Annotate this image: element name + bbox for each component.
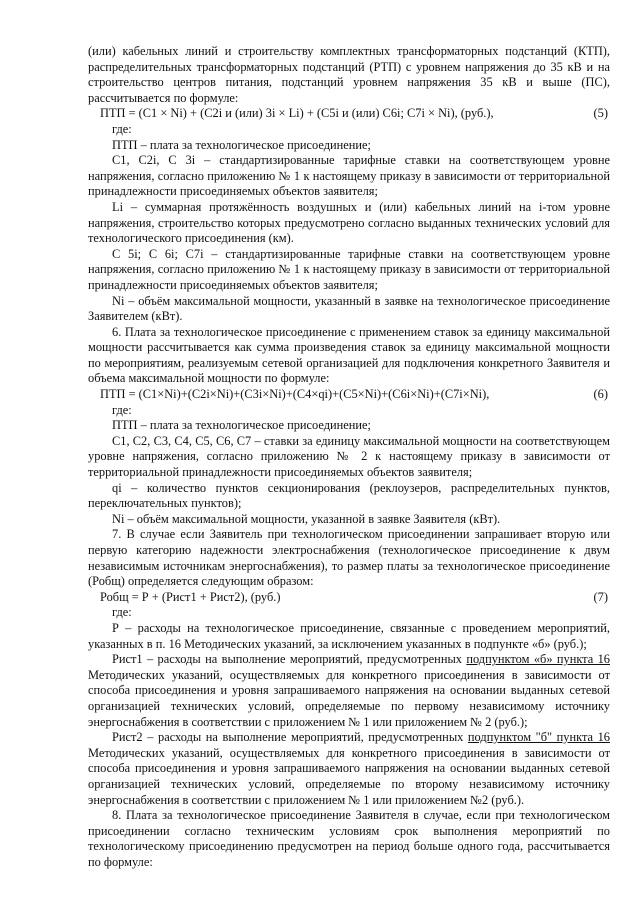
definition-ptp: ПТП – плата за технологическое присоединение; [112, 137, 371, 152]
subparagraph-b-link[interactable]: подпунктом «б» пункта 16 [466, 652, 610, 667]
definition-p-source-1-start: Рист1 – расходы на выполнение мероприятий, предусмотренных [112, 652, 467, 667]
definition-p-source-2-rest: Методических указаний, осуществляемых для конкретного присоединения в зависимости от способа присоединения и уровня запрашиваемого напряжения на основании выданных сетевой организацией технических условий, определяемые по второму независимому источнику энергоснабжения в соответствии с приложением № 1 или приложением №2 (руб.). [88, 745, 610, 807]
definition-p-source-2 [88, 730, 610, 808]
definition-c-unit-rates: С1, С2, С3, С4, С5, С6, С7 – ставки за единицу максимальной мощности на соответствующем уровне напряжения, согласно приложению № 2 к настоящему приказу в зависимости от территориальной принадлежности присоединяемых объектов заявителя; [88, 433, 610, 480]
where-label: где: [112, 402, 132, 417]
paragraph-7: 7. В случае если Заявитель при технологическом присоединении запрашивает вторую или первую категорию надежности электроснабжения (технологическое присоединение к двум независимым источникам энергоснабжения), то размер платы за технологическое присоединение (Робщ) определяется следующим образом: [88, 527, 610, 589]
formula-7-number: (7) [593, 589, 608, 604]
definition-n-power: Ni – объём максимальной мощности, указанной в заявке Заявителя (кВт). [112, 511, 501, 526]
definition-c-rates: С1, С2i, С 3i – стандартизированные тарифные ставки на соответствующем уровне напряжения, согласно приложению № 1 к настоящему приказу в зависимости от территориальной принадлежности присоединяемых объектов заявителя; [88, 153, 610, 199]
definition-n-power: Ni – объём максимальной мощности, указанный в заявке на технологическое присоединение Заявителем (кВт). [88, 293, 610, 324]
where-label: где: [112, 121, 132, 136]
definition-c5-rates: С 5i; С 6i; С7i – стандартизированные тарифные ставки на соответствующем уровне напряжения, согласно приложению № 1 к настоящему приказу в зависимости от территориальной принадлежности присоединяемых объектов заявителя; [88, 246, 610, 292]
formula-6-expression: ПТП = (C1×Ni)+(C2i×Ni)+(C3i×Ni)+(C4×qi)+(C5×Ni)+(C6i×Ni)+(C7i×Ni), [100, 387, 490, 402]
formula-6 [88, 387, 610, 403]
definition-q-points: qi – количество пунктов секционирования (реклоузеров, распределительных пунктов, переключательных пунктов); [88, 480, 610, 511]
formula-7 [88, 590, 610, 606]
definition-p-source-1 [88, 652, 610, 730]
intro-paragraph: (или) кабельных линий и строительству комплектных трансформаторных подстанций (КТП), распределительных трансформаторных подстанций (РТП) с уровнем напряжения до 35 кВ и на строительство центров питания, подстанций уровнем напряжения 35 кВ и выше (ПС), рассчитывается по формуле: [88, 44, 610, 105]
definition-l-length: Li – суммарная протяжённость воздушных и (или) кабельных линий на i-том уровне напряжения, строительство которых предусмотрено согласно выданных технических условий для технологического присоединения (км). [88, 199, 610, 246]
paragraph-6: 6. Плата за технологическое присоединение с применением ставок за единицу максимальной мощности рассчитывается как сумма произведения ставок за единицу максимальной мощности по мероприятиям, реализуемым сетевой организацией для подключения конкретного Заявителя и объема максимальной мощности по формуле: [88, 324, 610, 386]
where-label: где: [112, 605, 132, 620]
definition-p-expenses: Р – расходы на технологическое присоединение, связанные с проведением мероприятий, указанных в п. 16 Методических указаний, за исключением указанных в подпункте «б» (руб.); [88, 620, 610, 651]
formula-5 [88, 106, 610, 122]
formula-5-number: (5) [593, 106, 608, 121]
formula-6-number: (6) [593, 387, 608, 402]
definition-p-source-1-rest: Методических указаний, осуществляемых для конкретного присоединения в зависимости от способа присоединения и уровня запрашиваемого напряжения на основании выданных сетевой организацией технических условий, определяемые по первому независимому источнику энергоснабжения в соответствии с приложением № 1 или приложением № 2 (руб.); [88, 667, 610, 729]
definition-p-source-2-start: Рист2 – расходы на выполнение мероприятий, предусмотренных [112, 730, 468, 745]
subparagraph-b-link[interactable]: подпунктом "б" пункта 16 [467, 730, 611, 745]
document-page [88, 44, 610, 870]
formula-5-expression: ПТП = (C1 × Ni) + (C2i и (или) 3i × Li) + (C5i и (или) C6i; C7i × Ni), (руб.), [100, 106, 494, 121]
paragraph-8: 8. Плата за технологическое присоединение Заявителя в случае, если при технологическом присоединении согласно техническим условиям срок выполнения мероприятий по технологическому присоединению предусмотрен на период больше одного года, рассчитывается по формуле: [88, 808, 610, 869]
formula-7-expression: Робщ = Р + (Рист1 + Рист2), (руб.) [100, 589, 281, 604]
definition-ptp: ПТП – плата за технологическое присоединение; [112, 418, 371, 433]
